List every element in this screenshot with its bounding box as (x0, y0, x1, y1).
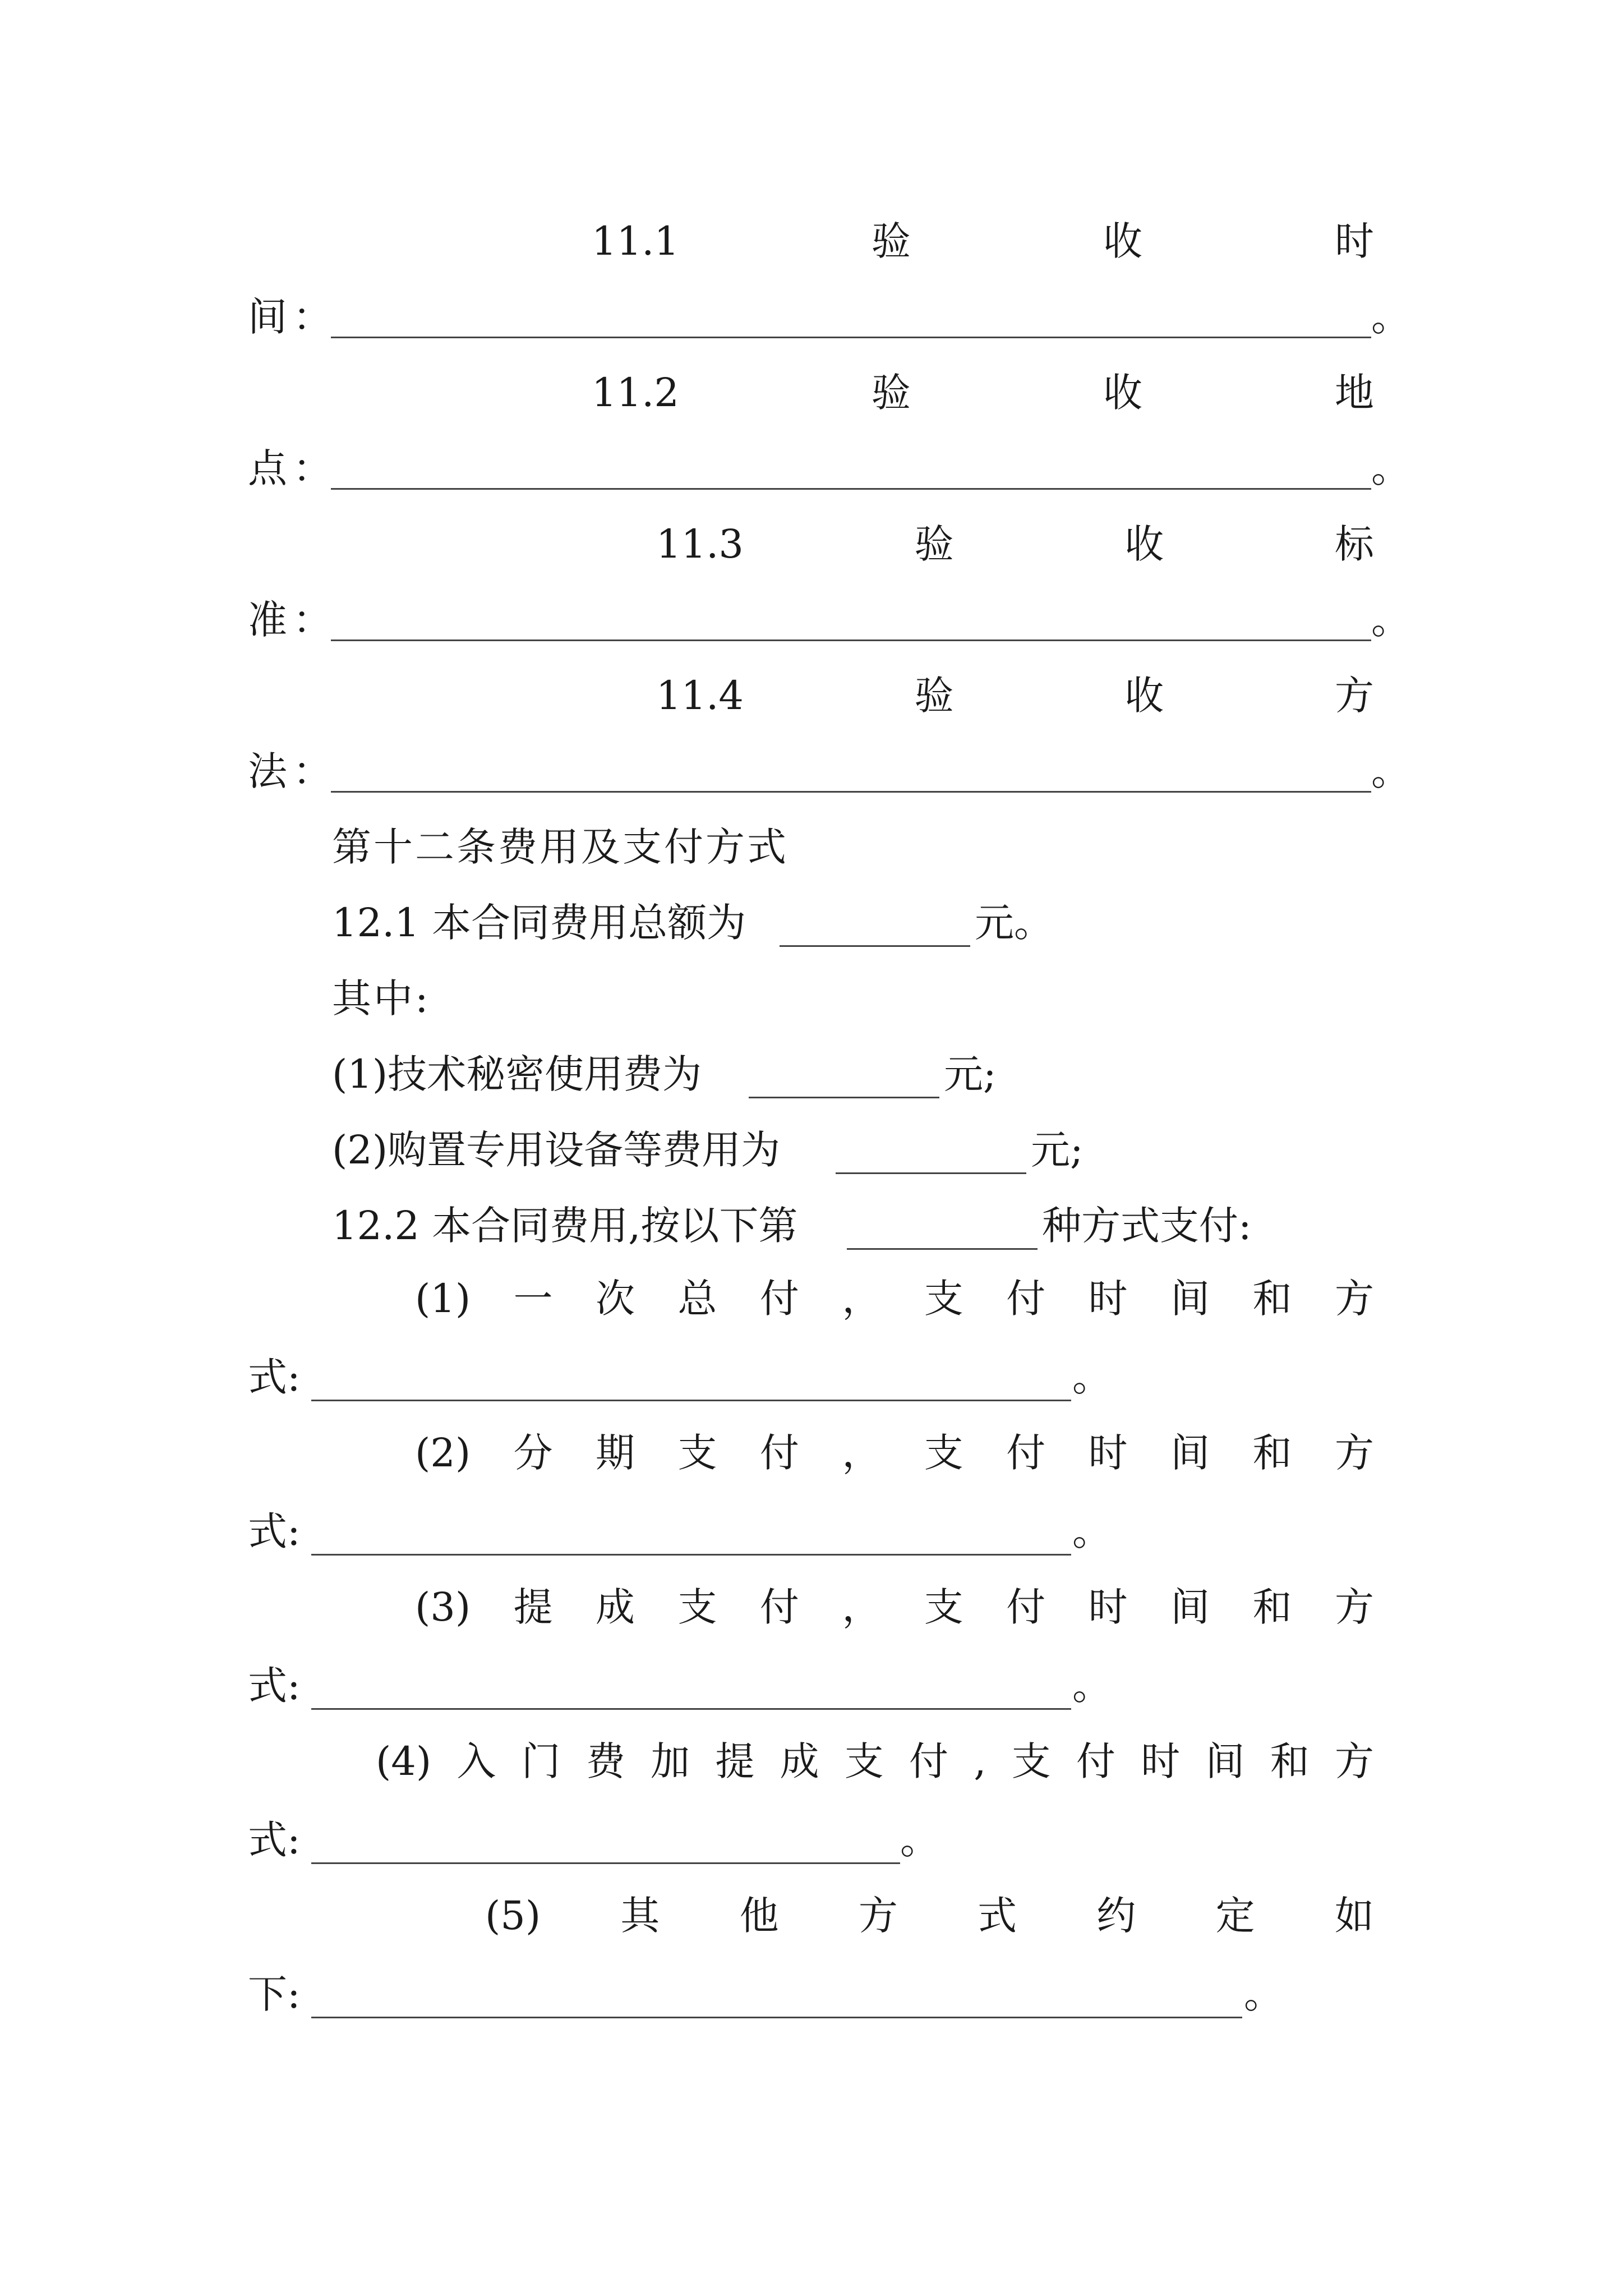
clause-label-tail: 准 (248, 597, 287, 643)
colon: ： (293, 294, 332, 340)
clause-number: 11.2 (592, 370, 679, 416)
fill-blank-option-1[interactable] (311, 1400, 1071, 1401)
period: 。 (1072, 1354, 1112, 1400)
payment-option-1-line1: (1) 一 次 总 付 ， 支 付 时 间 和 方 (415, 1276, 1374, 1322)
clause-label-tail: 点 (248, 445, 287, 491)
fill-blank-equipment-fee[interactable] (836, 1172, 1026, 1174)
period: 。 (1072, 1508, 1112, 1554)
fill-blank-option-2[interactable] (311, 1554, 1071, 1556)
clause-number: 11.1 (592, 218, 679, 264)
period: 。 (1072, 1663, 1112, 1709)
period: 。 (1371, 294, 1410, 340)
total-fee-prefix: 12.1 本合同费用总额为 (332, 900, 746, 946)
clause-label-tail: 间 (248, 294, 287, 340)
payment-method-suffix: 种方式支付: (1042, 1203, 1252, 1249)
period: 。 (1371, 597, 1410, 643)
clause-number: 11.3 (656, 521, 744, 567)
fill-blank-acceptance-time[interactable] (331, 337, 1371, 338)
payment-method-prefix: 12.2 本合同费用,按以下第 (332, 1203, 798, 1249)
total-fee-suffix: 元。 (975, 900, 1053, 946)
fill-blank-acceptance-place[interactable] (331, 488, 1371, 490)
fee1-prefix: (1)技术秘密使用费为 (332, 1051, 702, 1097)
clause-number: 11.4 (656, 673, 744, 719)
fee1-suffix: 元; (944, 1051, 997, 1097)
period: 。 (1244, 1971, 1283, 2017)
period: 。 (1371, 748, 1410, 794)
section-12-heading: 第十二条费用及支付方式 (332, 824, 789, 870)
fill-blank-total-fee[interactable] (780, 945, 970, 947)
fill-blank-option-3[interactable] (311, 1708, 1071, 1710)
period: 。 (1371, 445, 1410, 491)
clause-label-tail: 法 (248, 748, 287, 794)
payment-option-2-line1: (2) 分 期 支 付 ， 支 付 时 间 和 方 (415, 1430, 1374, 1476)
clause-11-3-line1: 11.3 验 收 标 (656, 510, 1374, 578)
among-label: 其中: (332, 976, 431, 1022)
fill-blank-secret-use-fee[interactable] (749, 1097, 939, 1098)
fill-blank-option-5[interactable] (311, 2017, 1242, 2018)
fee2-suffix: 元; (1031, 1127, 1083, 1173)
option-tail: 下: (248, 1971, 301, 2017)
colon: ： (293, 748, 332, 794)
colon: ： (293, 597, 332, 643)
fill-blank-payment-choice[interactable] (847, 1248, 1038, 1250)
option-tail: 式: (248, 1663, 301, 1709)
colon: ： (293, 445, 332, 491)
payment-option-5-line1: (5) 其 他 方 式 约 定 如 (485, 1893, 1374, 1939)
payment-option-3-line1: (3) 提 成 支 付 ， 支 付 时 间 和 方 (415, 1584, 1374, 1630)
option-tail: 式: (248, 1354, 301, 1400)
period: 。 (900, 1817, 939, 1863)
fill-blank-acceptance-method[interactable] (331, 791, 1371, 793)
payment-option-4-line1: (4) 入 门 费 加 提 成 支 付 , 支 付 时 间 和 方 (376, 1738, 1374, 1784)
clause-11-1-line1: 11.1 验 收 时 (592, 208, 1374, 275)
fee2-prefix: (2)购置专用设备等费用为 (332, 1127, 781, 1173)
clause-11-2-line1: 11.2 验 收 地 (592, 359, 1374, 426)
fill-blank-option-4[interactable] (311, 1862, 900, 1864)
fill-blank-acceptance-standard[interactable] (331, 639, 1371, 641)
clause-11-4-line1: 11.4 验 收 方 (656, 662, 1374, 729)
option-tail: 式: (248, 1508, 301, 1554)
option-tail: 式: (248, 1817, 301, 1863)
